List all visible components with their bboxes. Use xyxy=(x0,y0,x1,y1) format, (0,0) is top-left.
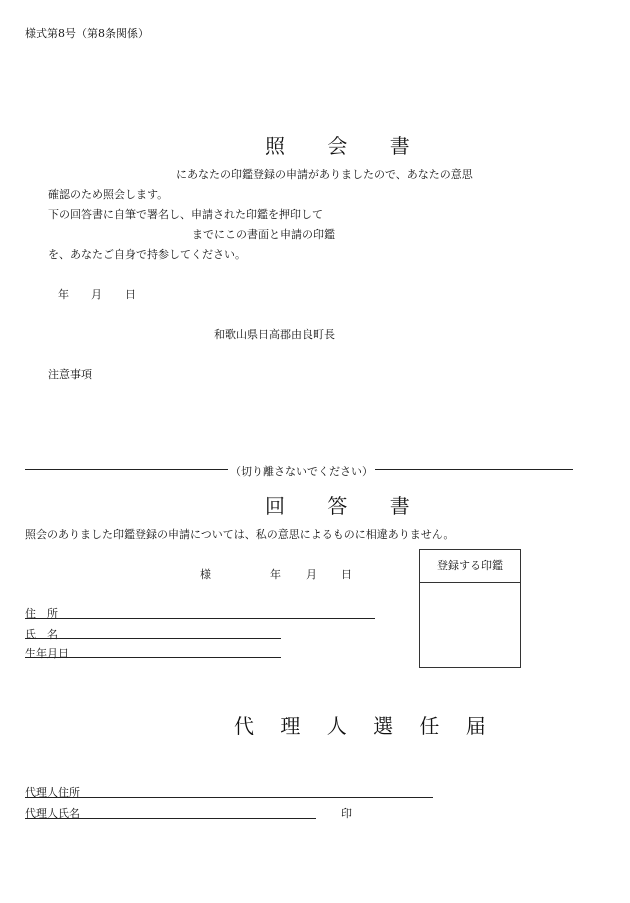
proxy-name-label: 代理人氏名 xyxy=(25,807,80,820)
proxy-seal-mark: 印 xyxy=(341,807,352,820)
proxy-name-field[interactable] xyxy=(25,818,316,819)
birthdate-label: 生年月日 xyxy=(25,647,69,660)
inquiry-paragraph1-line2: 確認のため照会します。 xyxy=(48,188,169,201)
inquiry-date-month: 月 xyxy=(91,288,102,301)
inquiry-date-day: 日 xyxy=(125,288,136,301)
inquiry-title: 照 会 書 xyxy=(265,134,428,158)
inquiry-paragraph2-line3: を、あなたご自身で持参してください。 xyxy=(48,248,246,261)
proxy-address-field[interactable] xyxy=(25,797,433,798)
inquiry-paragraph2-line2: までにこの書面と申請の印鑑 xyxy=(192,228,335,241)
address-label: 住 所 xyxy=(25,607,58,620)
proxy-title: 代 理 人 選 任 届 xyxy=(234,714,496,738)
address-field[interactable] xyxy=(25,618,375,619)
answer-title: 回 答 書 xyxy=(265,494,428,518)
inquiry-paragraph1-line1: にあなたの印鑑登録の申請がありましたので、あなたの意思 xyxy=(176,168,473,181)
answer-date-year: 年 xyxy=(270,568,281,581)
form-number: 様式第8号（第8条関係） xyxy=(25,27,149,40)
answer-date-month: 月 xyxy=(306,568,317,581)
proxy-address-label: 代理人住所 xyxy=(25,786,80,799)
seal-box-label: 登録する印鑑 xyxy=(420,550,520,583)
seal-box[interactable] xyxy=(419,549,521,668)
inquiry-date-year: 年 xyxy=(58,288,69,301)
answer-statement: 照会のありました印鑑登録の申請については、私の意思によるものに相違ありません。 xyxy=(25,528,455,541)
cut-line-label: （切り離さないでください） xyxy=(230,465,373,478)
notes-heading: 注意事項 xyxy=(48,368,92,381)
addressee-suffix: 様 xyxy=(200,568,211,581)
inquiry-paragraph2-line1: 下の回答書に自筆で署名し、申請された印鑑を押印して xyxy=(48,208,323,221)
issuer-name: 和歌山県日高郡由良町長 xyxy=(214,328,335,341)
name-label: 氏 名 xyxy=(25,628,58,641)
birthdate-field[interactable] xyxy=(25,657,281,658)
answer-date-day: 日 xyxy=(341,568,352,581)
name-field[interactable] xyxy=(25,638,281,639)
